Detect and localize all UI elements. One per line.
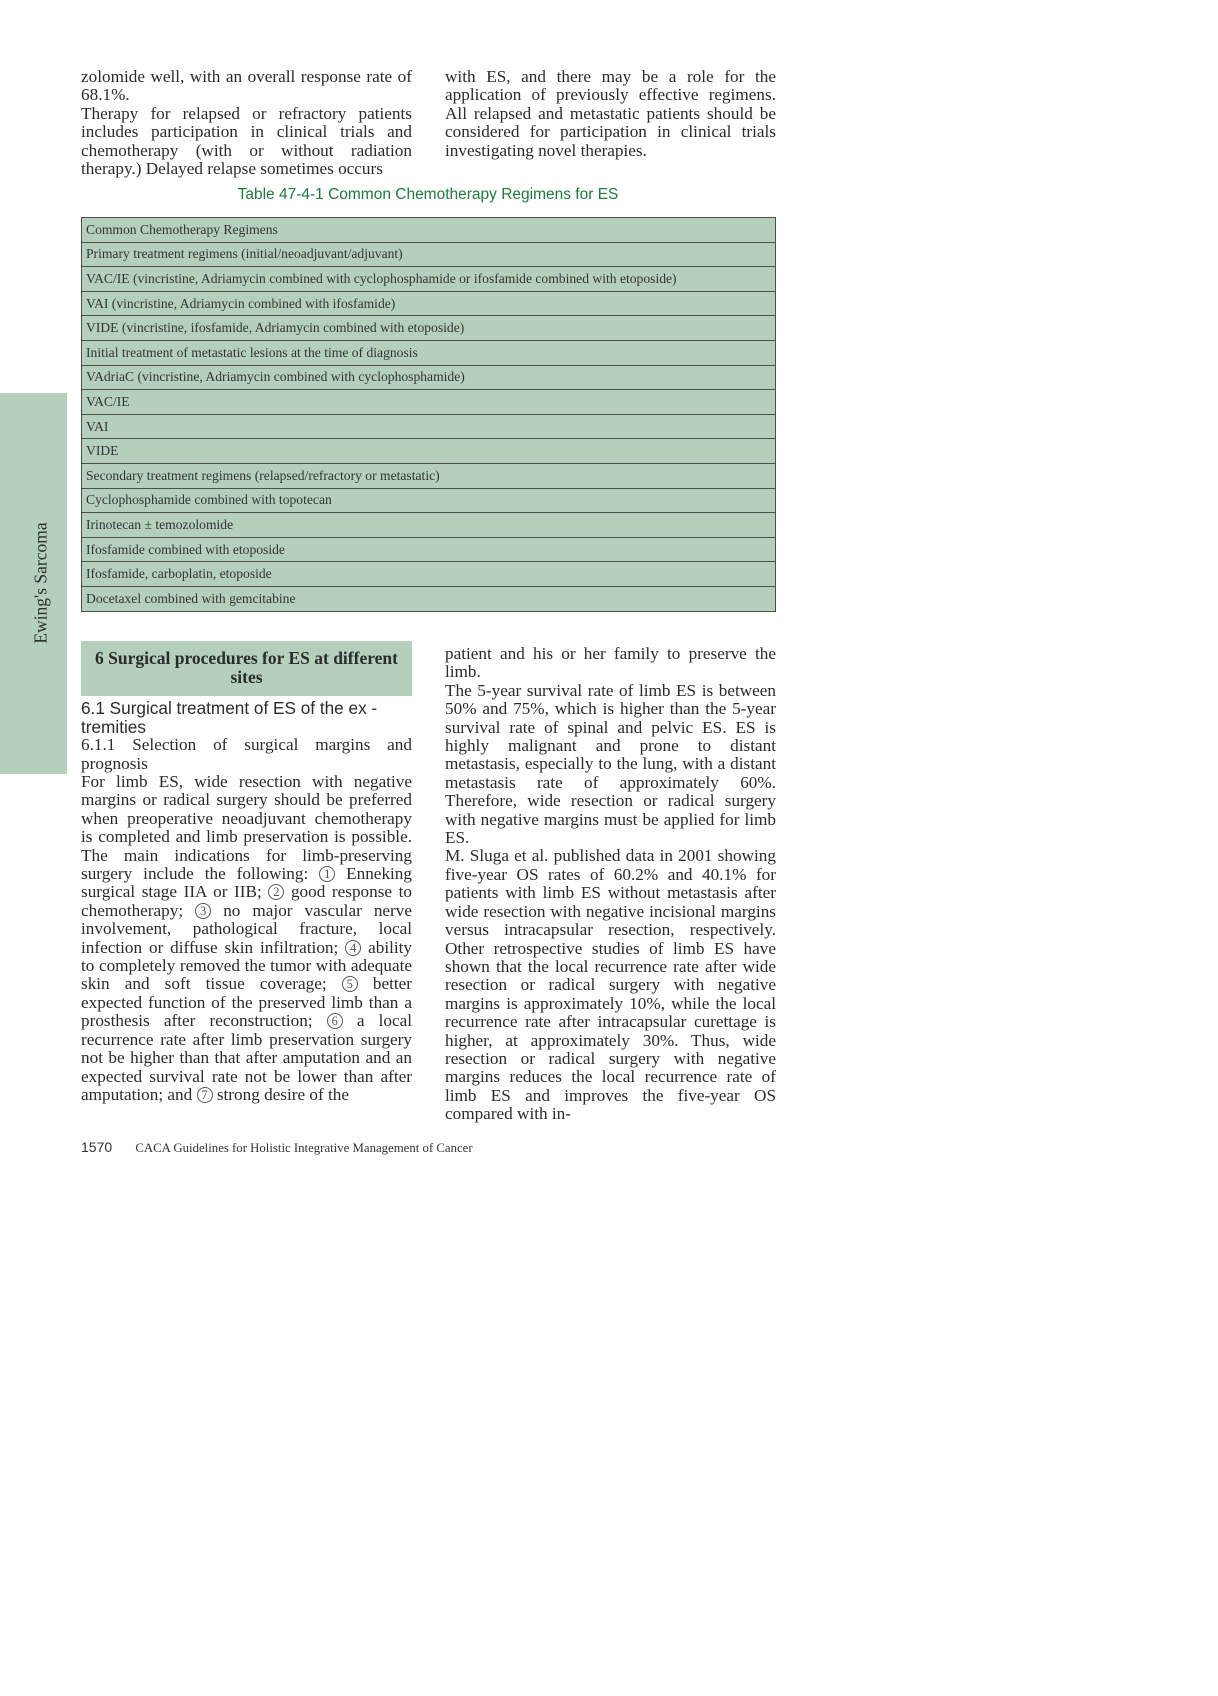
table-cell: Secondary treatment regimens (relapsed/refractory or metastatic) — [82, 463, 776, 488]
paragraph — [81, 773, 412, 1104]
table-cell: Cyclophosphamide combined with topotecan — [82, 488, 776, 513]
table-row — [82, 537, 776, 562]
list-item: ability to completely removed the tumor with adequate skin and soft tissue coverage; — [81, 937, 413, 994]
chemotherapy-regimens-table — [81, 217, 776, 612]
table-row — [82, 340, 776, 365]
table-cell: VAC/IE — [82, 390, 776, 415]
table-row — [82, 316, 776, 341]
paragraph: with ES, and there may be a role for the application of previously effective regimens. All relapsed and metastatic patients should be considered for participation in clinical trials investigating novel therapies. — [445, 67, 776, 160]
table-row — [82, 267, 776, 292]
table-cell: Initial treatment of metastatic lesions at the time of diagnosis — [82, 340, 776, 365]
table-row — [82, 463, 776, 488]
circled-number-4-icon: 4 — [345, 940, 361, 956]
paragraph: The 5-year survival rate of limb ES is between 50% and 75%, which is higher than the 5-year survival rate of spinal and pelvic ES. ES is highly malignant and prone to distant metastasis, especially to the lung, with a distant metastasis rate of approximately 60%. Therefore, wide resection or radical surgery with negative margins must be applied for limb ES. — [445, 680, 776, 848]
table-cell: Docetaxel combined with gemcitabine — [82, 586, 776, 611]
table-row — [82, 562, 776, 587]
circled-number-5-icon: 5 — [342, 976, 358, 992]
circled-number-6-icon: 6 — [327, 1013, 343, 1029]
table-cell: VAC/IE (vincristine, Adriamycin combined with cyclophosphamide or ifosfamide combined with etoposide) — [82, 267, 776, 292]
list-item: better expected function of the preserved limb than a prosthesis after reconstruction; — [81, 974, 412, 1031]
list-item: strong desire of the — [216, 1084, 350, 1104]
sub-sub-heading: 6.1.1 Selection of surgical margins and prognosis — [81, 735, 412, 773]
table-cell: Ifosfamide, carboplatin, etoposide — [82, 562, 776, 587]
table-row — [82, 513, 776, 538]
circled-number-7-icon: 7 — [197, 1087, 213, 1103]
table-row — [82, 291, 776, 316]
table-cell: VIDE — [82, 439, 776, 464]
list-item: no major vascular nerve involvement, pathological fracture, local infection or diffuse skin infiltration; — [81, 900, 412, 957]
table-row — [82, 242, 776, 267]
table-row — [82, 390, 776, 415]
top-right-column — [445, 68, 776, 160]
running-title: CACA Guidelines for Holistic Integrative Management of Cancer — [135, 1141, 473, 1155]
list-item: Enneking surgical stage IIA or IIB; — [81, 864, 412, 902]
list-item: good response to chemotherapy; — [81, 882, 413, 920]
table-cell: Common Chemotherapy Regimens — [82, 218, 776, 243]
table-cell: VAI — [82, 414, 776, 439]
circled-number-1-icon: 1 — [319, 866, 335, 882]
paragraph: zolomide well, with an overall response rate of 68.1%. — [81, 67, 412, 105]
table-cell: Irinotecan ± temozolomide — [82, 513, 776, 538]
circled-number-3-icon: 3 — [195, 903, 211, 919]
circled-number-2-icon: 2 — [268, 884, 284, 900]
table-row — [82, 439, 776, 464]
page-number: 1570 — [81, 1139, 113, 1155]
top-left-column — [81, 68, 412, 178]
sub-heading: 6.1 Surgical treatment of ES of the ex - tremities — [81, 698, 378, 737]
paragraph-intro: For limb ES, wide resection with negative margins or radical surgery should be preferred when preoperative neoadjuvant chemotherapy is completed and limb preservation is possible. The main indications for limb-preserving surgery include the following: — [81, 772, 412, 884]
table-cell: Ifosfamide combined with etoposide — [82, 537, 776, 562]
bottom-right-column — [445, 645, 776, 1124]
table-row — [82, 488, 776, 513]
table-row — [82, 218, 776, 243]
page-footer — [81, 1139, 473, 1156]
paragraph: M. Sluga et al. published data in 2001 showing five-year OS rates of 60.2% and 40.1% for patients with limb ES without metastasis after wide resection with negative incisional margins versus intracapsular resection, respectively. Other retrospective studies of limb ES have shown that the local recurrence rate after wide resection or radical surgery with negative margins is approximately 10%, while the local recurrence rate after intracapsular curettage is higher, at approximately 30%. Thus, wide resection or radical surgery with negative margins reduces the local recurrence rate of limb ES and improves the five-year OS compared with in- — [445, 846, 776, 1124]
table-cell: Primary treatment regimens (initial/neoadjuvant/adjuvant) — [82, 242, 776, 267]
side-tab-label: Ewing's Sarcoma — [30, 522, 51, 644]
table-row — [82, 414, 776, 439]
paragraph: patient and his or her family to preserve the limb. — [445, 644, 776, 682]
table-caption: Table 47-4-1 Common Chemotherapy Regimens for ES — [237, 186, 619, 203]
table-cell: VAI (vincristine, Adriamycin combined with ifosfamide) — [82, 291, 776, 316]
bottom-left-column — [81, 641, 412, 1104]
paragraph: Therapy for relapsed or refractory patients includes participation in clinical trials and chemotherapy (with or without radiation therapy.) Delayed relapse sometimes occurs — [81, 103, 412, 179]
list-item: a local recurrence rate after limb preservation surgery not be higher than that after amputation and an expected survival rate not be lower than after amputation; and — [81, 1011, 413, 1104]
table-cell: VAdriaC (vincristine, Adriamycin combined with cyclophosphamide) — [82, 365, 776, 390]
table-row — [82, 586, 776, 611]
table-row — [82, 365, 776, 390]
table-cell: VIDE (vincristine, ifosfamide, Adriamycin combined with etoposide) — [82, 316, 776, 341]
section-heading: 6 Surgical procedures for ES at different sites — [81, 641, 412, 696]
